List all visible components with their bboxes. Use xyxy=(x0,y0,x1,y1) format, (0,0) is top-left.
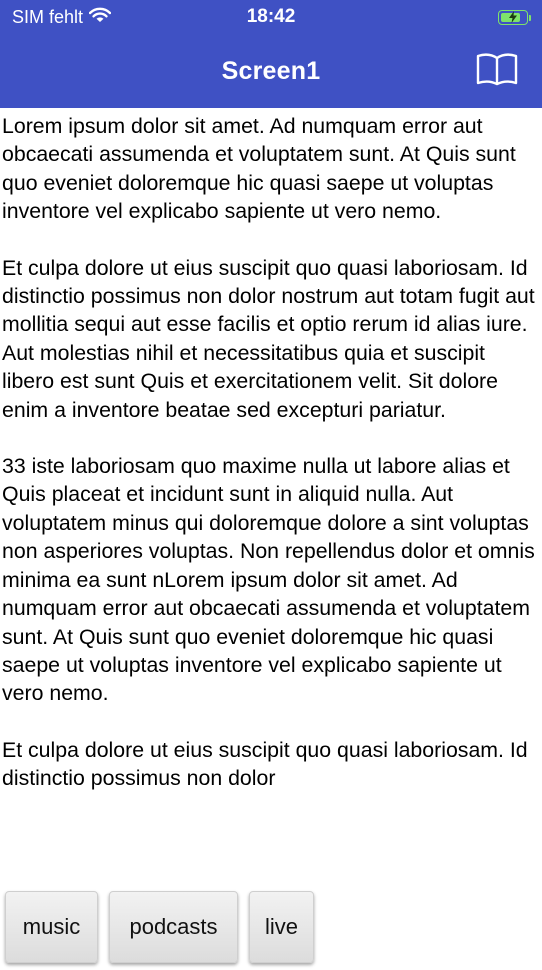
paragraph-1: Lorem ipsum dolor sit amet. Ad numquam error aut obcaecati assumenda et voluptatem sunt. At Quis sunt quo eveniet doloremque hic quasi saepe ut voluptas inventore vel explicabo sapiente ut vero nemo. xyxy=(2,114,516,224)
carrier-label: SIM fehlt xyxy=(12,6,84,27)
wifi-icon xyxy=(89,7,111,28)
nav-bar xyxy=(0,34,542,108)
page-title: Screen1 xyxy=(221,56,321,85)
status-left xyxy=(12,7,111,28)
battery-charging-icon xyxy=(498,10,528,25)
paragraph-2: Et culpa dolore ut eius suscipit quo quasi laboriosam. Id distinctio possimus non dolor nostrum aut totam fugit aut mollitia sequi aut esse facilis et optio rerum id alias iure. Aut molestias nihil et necessitatibus quia et suscipit libero est sunt Quis et exercitationem velit. Sit dolore enim a inventore beatae sed excepturi pariatur. xyxy=(2,255,535,422)
music-button[interactable]: music xyxy=(5,891,98,963)
status-bar xyxy=(0,0,542,34)
content-scroll[interactable] xyxy=(0,108,542,890)
status-time: 18:42 xyxy=(246,6,296,27)
bottom-button-bar xyxy=(0,890,542,970)
podcasts-button[interactable]: podcasts xyxy=(109,891,238,963)
book-icon xyxy=(476,52,518,91)
book-button[interactable] xyxy=(474,52,520,90)
live-button[interactable]: live xyxy=(249,891,314,963)
paragraph-4: Et culpa dolore ut eius suscipit quo quasi laboriosam. Id distinctio possimus non dolor xyxy=(2,737,528,791)
paragraph-3: 33 iste laboriosam quo maxime nulla ut labore alias et Quis placeat et incidunt sunt in aliquid nulla. Aut voluptatem minus qui doloremque dolore a sint voluptas non asperiores voluptas. Non repellendus dolor et omnis minima ea sunt nLorem ipsum dolor sit amet. Ad numquam error aut obcaecati assumenda et voluptatem sunt. At Quis sunt quo eveniet doloremque hic quasi saepe ut voluptas inventore vel explicabo sapiente ut vero nemo. xyxy=(2,454,535,706)
